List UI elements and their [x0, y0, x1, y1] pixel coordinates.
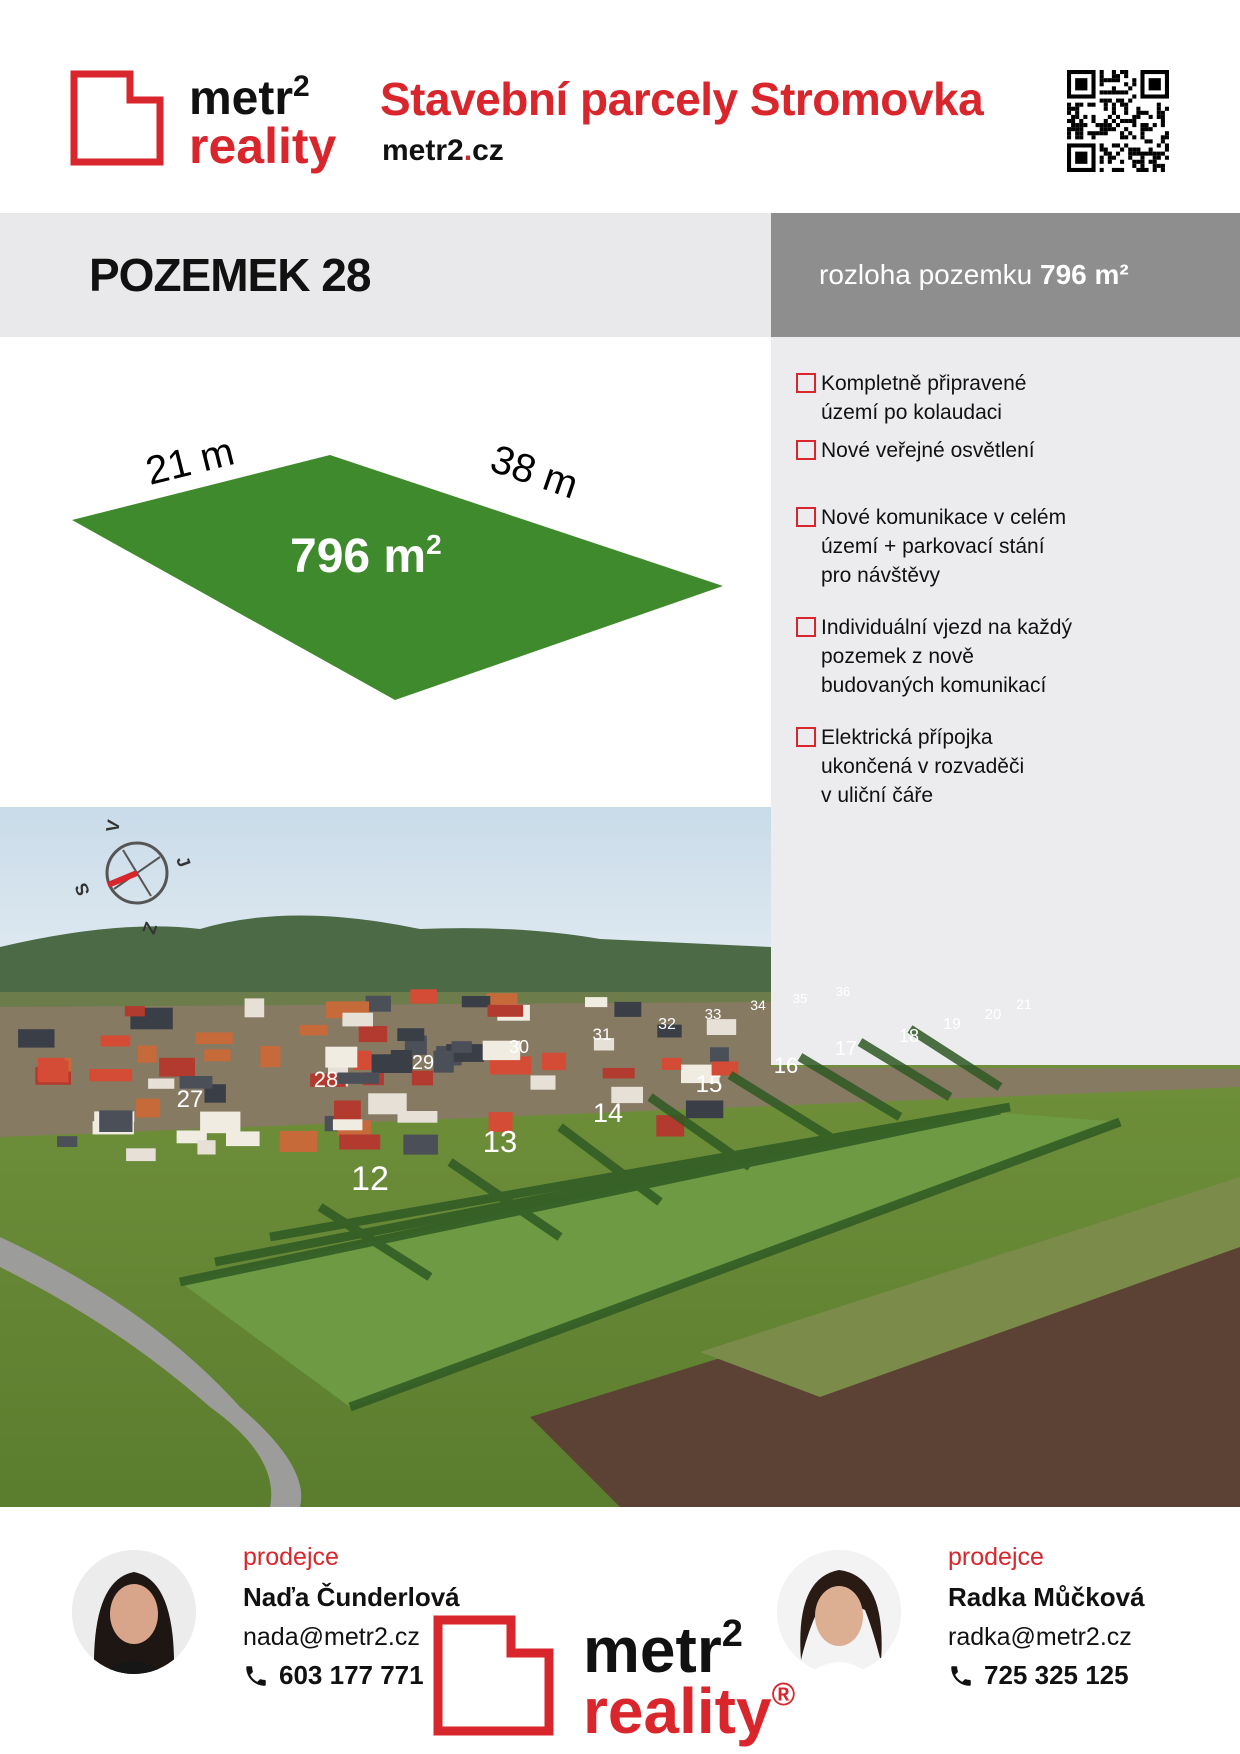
area-band — [771, 213, 1240, 337]
footer-logo-mark — [433, 1615, 555, 1737]
checkbox-icon — [796, 440, 816, 460]
phone-icon — [243, 1663, 269, 1689]
compass-letter: J — [172, 853, 195, 870]
feature-line: Kompletně připravené — [821, 372, 1027, 395]
aerial-photo — [0, 807, 1240, 1507]
feature-line: pozemek z nově — [821, 645, 974, 668]
compass-letter: V — [102, 818, 125, 834]
plot-number-label: 15 — [695, 1071, 723, 1098]
compass-letter: Z — [138, 919, 162, 937]
plot-side-b-label: 38 m — [485, 436, 584, 508]
checkbox-icon — [796, 727, 816, 747]
feature-item — [821, 723, 1024, 810]
contact-card — [243, 1543, 460, 1691]
plot-number-label: 28 — [313, 1067, 339, 1092]
brand-logo-mark — [70, 70, 166, 166]
plot-number-label: 33 — [704, 1006, 722, 1023]
plot-number-label: 21 — [1016, 996, 1032, 1012]
header — [0, 0, 1240, 213]
plot-number-label: 29 — [411, 1052, 435, 1074]
lot-title: POZEMEK 28 — [89, 249, 371, 301]
website-link[interactable]: metr2.cz — [382, 134, 504, 167]
compass-letter: S — [70, 880, 94, 899]
plot-number-label: 36 — [835, 984, 851, 999]
plot-number-label: 35 — [792, 991, 808, 1006]
brand-logo-text: metr$^2$ reality — [189, 70, 337, 174]
plot-number-label: 14 — [592, 1098, 624, 1128]
feature-line: Elektrická přípojka — [821, 726, 993, 749]
plot-number-label: 32 — [658, 1016, 676, 1033]
feature-item — [821, 613, 1072, 700]
page-title: Stavební parcely Stromovka — [380, 73, 984, 125]
plot-side-a-label: 21 m — [141, 429, 239, 494]
plot-area-label: 796 $m^2$ — [290, 529, 442, 583]
contact-name: Radka Můčková — [948, 1582, 1145, 1612]
plot-number-label: 27 — [176, 1086, 204, 1113]
feature-line: ukončená v rozvaděči — [821, 755, 1025, 778]
plot-diagram — [0, 337, 771, 807]
contact-role: prodejce — [948, 1543, 1044, 1571]
plot-number-label: 17 — [834, 1038, 858, 1060]
qr-code[interactable] — [1067, 70, 1169, 172]
contact-phone[interactable]: 725 325 125 — [984, 1660, 1129, 1690]
checkbox-icon — [796, 617, 816, 637]
feature-item — [821, 369, 1026, 427]
lot-title-band — [0, 213, 771, 337]
plot-number-label: 20 — [984, 1006, 1002, 1023]
feature-line: v uliční čáře — [821, 784, 934, 807]
contact-role: prodejce — [243, 1543, 339, 1571]
plot-number-label: 19 — [943, 1016, 961, 1033]
feature-line: území + parkovací stání — [821, 535, 1045, 558]
plot-number-label: 16 — [773, 1053, 799, 1078]
feature-line: Individuální vjezd na každý — [821, 616, 1072, 639]
plot-number-label: 13 — [482, 1124, 518, 1159]
contact-email[interactable]: nada@metr2.cz — [243, 1623, 420, 1651]
feature-line: Nové komunikace v celém — [821, 506, 1067, 529]
feature-line: budovaných komunikací — [821, 674, 1047, 697]
feature-line: pro návštěvy — [821, 564, 941, 587]
plot-number-label: 31 — [592, 1025, 612, 1044]
feature-item — [821, 436, 1035, 465]
checkbox-icon — [796, 373, 816, 393]
plot-number-label: 18 — [898, 1026, 920, 1046]
area-summary: rozloha pozemku 796 m² — [819, 259, 1129, 290]
footer — [0, 1507, 1240, 1754]
plot-number-label: 30 — [508, 1037, 530, 1057]
checkbox-icon — [796, 507, 816, 527]
contact-name: Naďa Čunderlová — [243, 1582, 460, 1612]
feature-line: Nové veřejné osvětlení — [821, 439, 1035, 462]
contact-email[interactable]: radka@metr2.cz — [948, 1623, 1132, 1651]
contact-phone[interactable]: 603 177 771 — [279, 1660, 424, 1690]
feature-line: území po kolaudaci — [821, 401, 1002, 424]
plot-number-label: 34 — [750, 997, 766, 1013]
feature-item — [821, 503, 1066, 590]
plot-number-label: 12 — [351, 1160, 389, 1198]
avatar — [72, 1550, 196, 1674]
footer-logo-text: metr$^2$ reality® — [583, 1613, 796, 1747]
avatar — [777, 1550, 901, 1674]
phone-icon — [948, 1663, 974, 1689]
contact-card — [948, 1543, 1145, 1691]
